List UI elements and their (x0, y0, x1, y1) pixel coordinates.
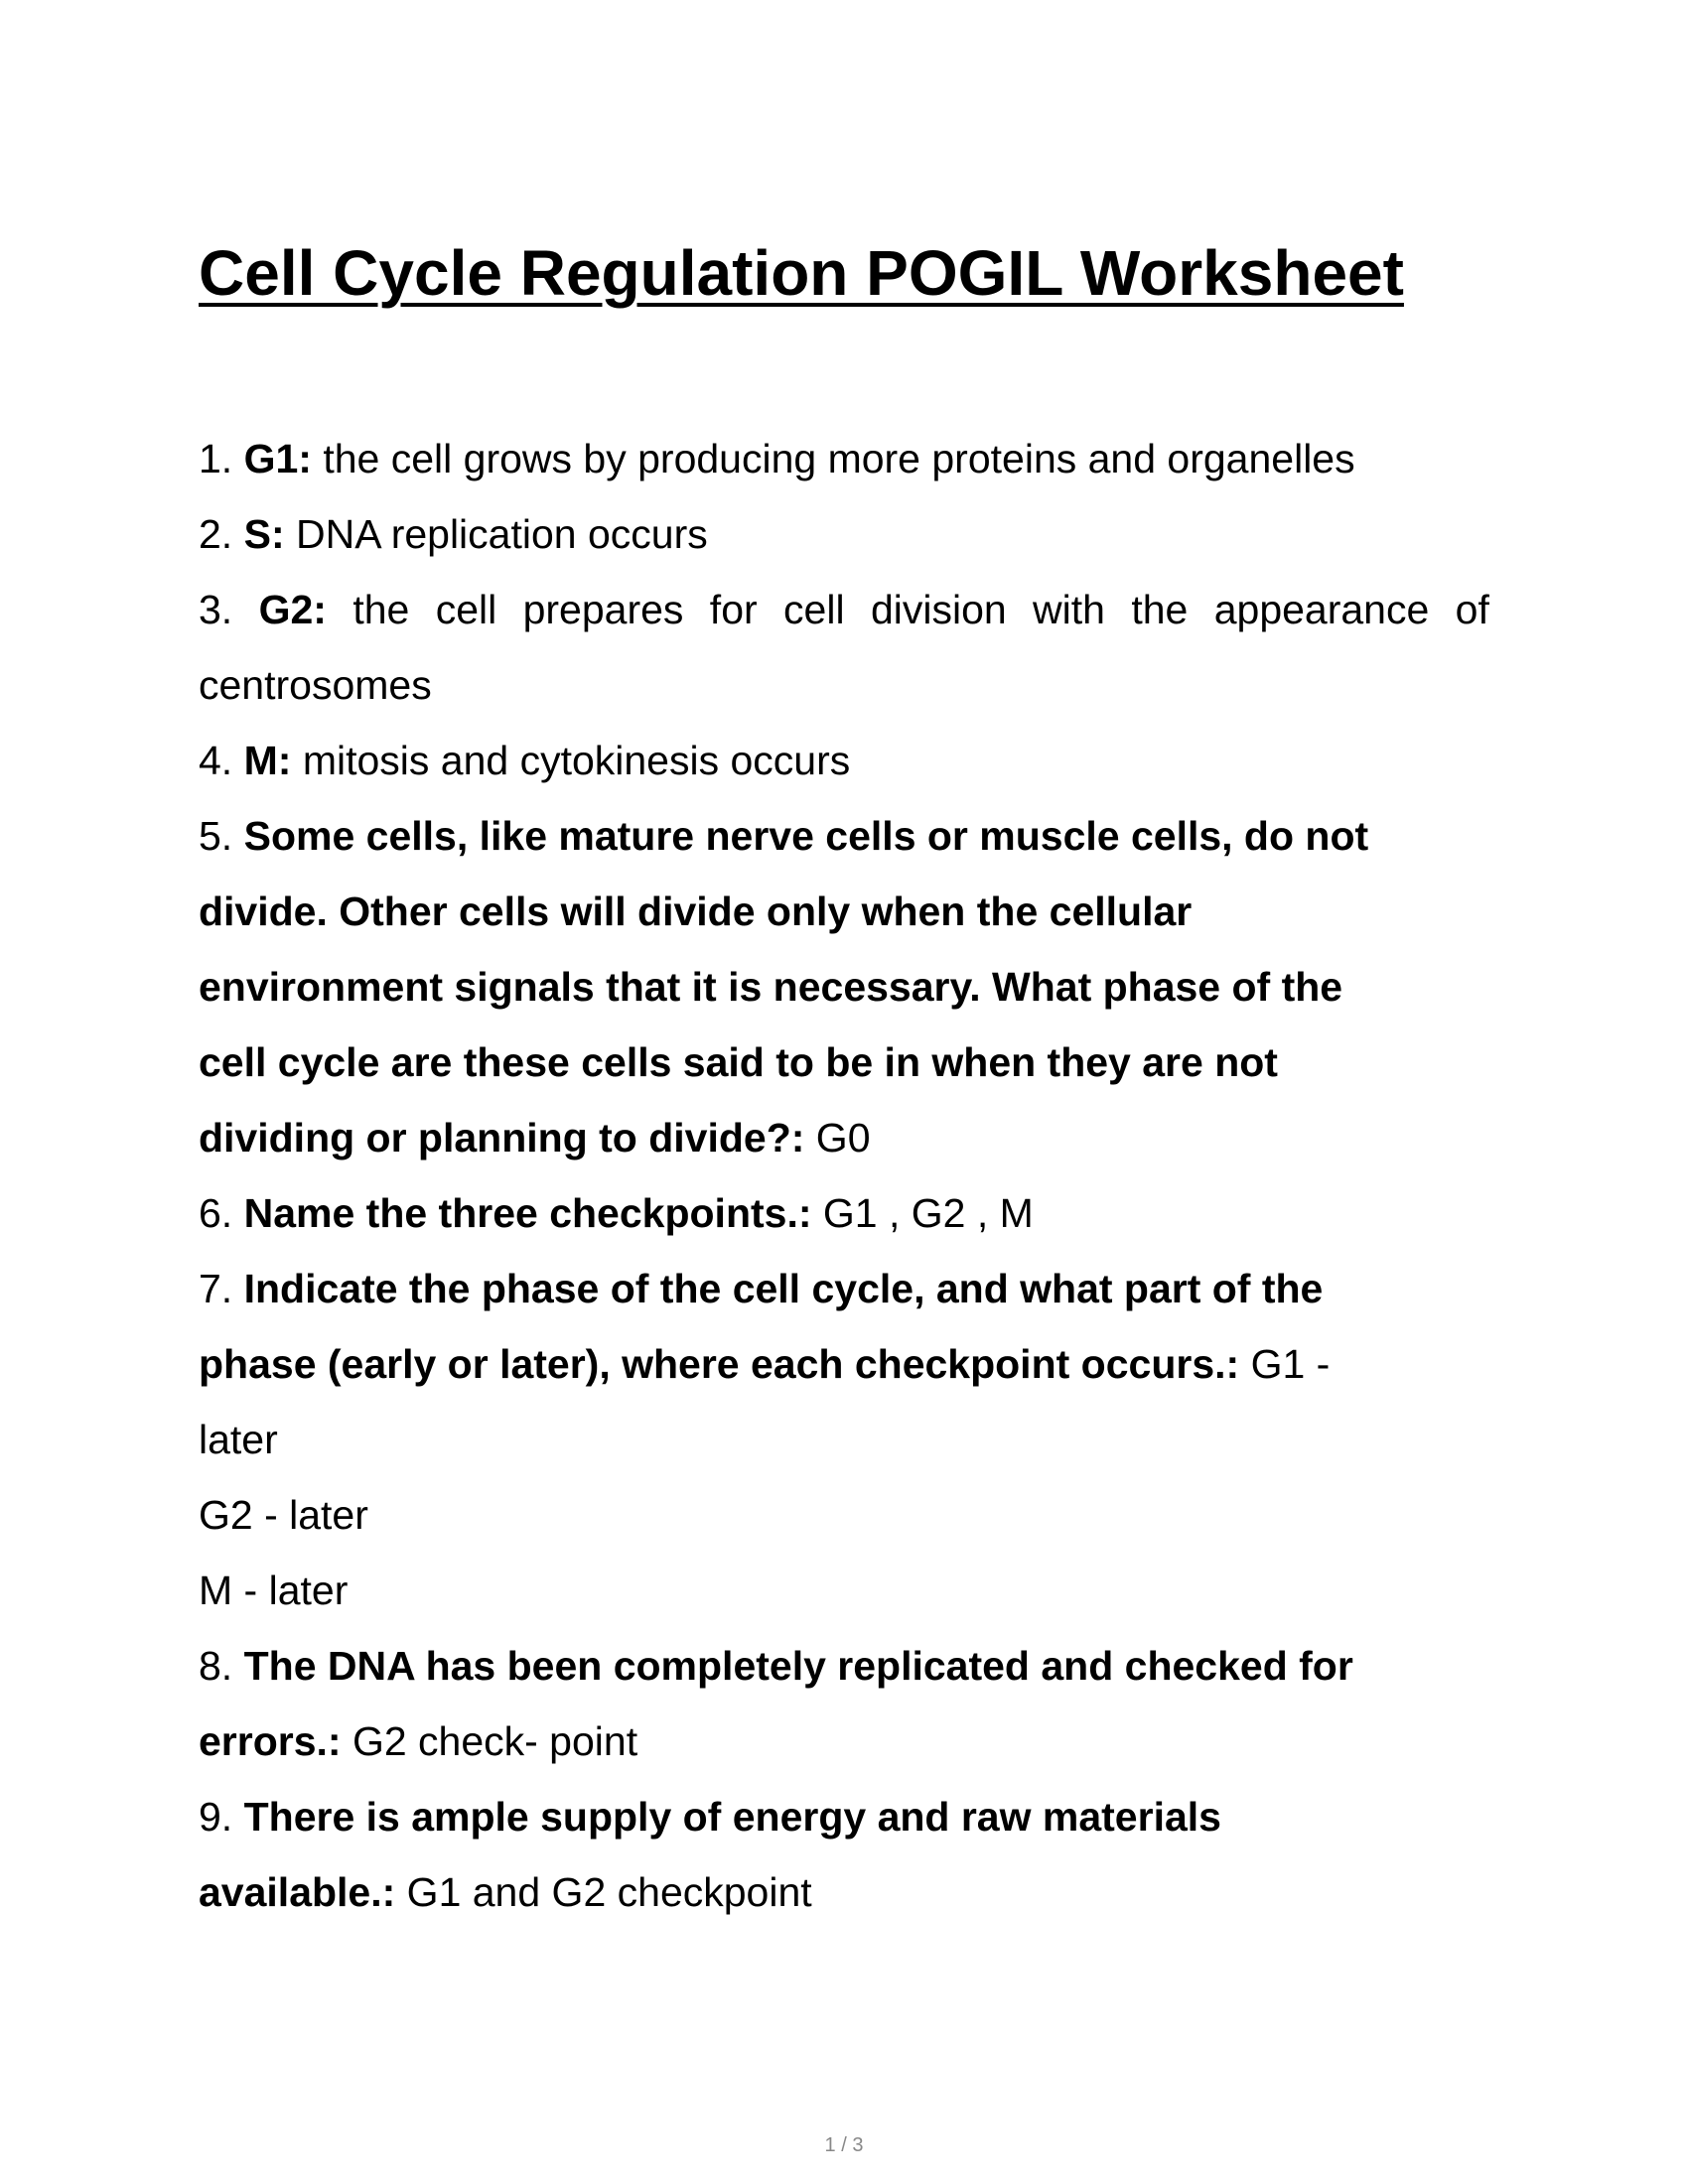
question-line: dividing or planning to divide?: (199, 1115, 805, 1160)
page-title: Cell Cycle Regulation POGIL Worksheet (199, 237, 1404, 309)
question-line: available.: (199, 1869, 396, 1915)
item-text-continuation: centrosomes (199, 662, 432, 708)
item-answer-line: later (199, 1417, 278, 1462)
item-number: 5. (199, 813, 233, 859)
item-number: 1. (199, 436, 233, 481)
item-question-continuation (199, 1704, 1489, 1779)
item-answer: G1 - (1239, 1341, 1331, 1387)
list-item (199, 723, 1489, 798)
question-line: divide. Other cells will divide only when the cellular (199, 888, 1193, 934)
item-word: of (1455, 587, 1489, 632)
item-answer-line: M - later (199, 1568, 349, 1613)
item-question: The DNA has been completely replicated and checked for (243, 1643, 1353, 1689)
list-item (199, 1628, 1489, 1704)
item-number: 2. (199, 511, 233, 557)
item-answer: G1 and G2 checkpoint (395, 1869, 812, 1915)
item-number: 9. (199, 1794, 233, 1840)
list-item (199, 572, 1489, 647)
item-question-continuation (199, 1024, 1489, 1100)
item-label: S: (243, 511, 285, 557)
item-number: 3. (199, 587, 233, 632)
list-item (199, 1251, 1489, 1326)
item-word: prepares (522, 587, 684, 632)
item-label: G1: (243, 436, 312, 481)
list-item (199, 1175, 1489, 1251)
item-question-continuation (199, 1854, 1489, 1930)
item-question-continuation (199, 874, 1489, 949)
list-item (199, 1779, 1489, 1854)
item-number: 4. (199, 738, 233, 783)
item-question: Name the three checkpoints.: (243, 1190, 812, 1236)
item-question-continuation (199, 949, 1489, 1024)
item-question-continuation (199, 1100, 1489, 1175)
item-text: the cell grows by producing more proteins and organelles (311, 436, 1355, 481)
item-number: 7. (199, 1266, 233, 1311)
item-answer: G0 (804, 1115, 871, 1160)
item-word: the (352, 587, 410, 632)
worksheet-body (199, 421, 1489, 1930)
item-label: G2: (258, 587, 327, 632)
question-line: errors.: (199, 1718, 342, 1764)
item-word: with (1033, 587, 1105, 632)
item-answer: G1 , G2 , M (811, 1190, 1034, 1236)
item-word: appearance (1213, 587, 1430, 632)
item-word: cell (435, 587, 497, 632)
item-question-continuation (199, 1326, 1489, 1402)
item-word: division (870, 587, 1007, 632)
list-item (199, 496, 1489, 572)
question-line: environment signals that it is necessary. What phase of the (199, 964, 1343, 1010)
item-question: Some cells, like mature nerve cells or muscle cells, do not (243, 813, 1369, 859)
item-word: the (1131, 587, 1189, 632)
item-question: Indicate the phase of the cell cycle, and what part of the (243, 1266, 1324, 1311)
item-label: M: (243, 738, 292, 783)
item-word: cell (783, 587, 845, 632)
list-item (199, 798, 1489, 874)
item-answer: G2 check- point (341, 1718, 638, 1764)
item-text: DNA replication occurs (284, 511, 708, 557)
item-word: for (709, 587, 758, 632)
question-line: cell cycle are these cells said to be in when they are not (199, 1039, 1278, 1085)
item-number: 8. (199, 1643, 233, 1689)
item-number: 6. (199, 1190, 233, 1236)
page-indicator: 1 / 3 (824, 2134, 864, 2156)
item-text: mitosis and cytokinesis occurs (291, 738, 851, 783)
item-question: There is ample supply of energy and raw materials (243, 1794, 1221, 1840)
list-item (199, 421, 1489, 496)
item-answer-line: G2 - later (199, 1492, 368, 1538)
question-line: phase (early or later), where each checkpoint occurs.: (199, 1341, 1240, 1387)
